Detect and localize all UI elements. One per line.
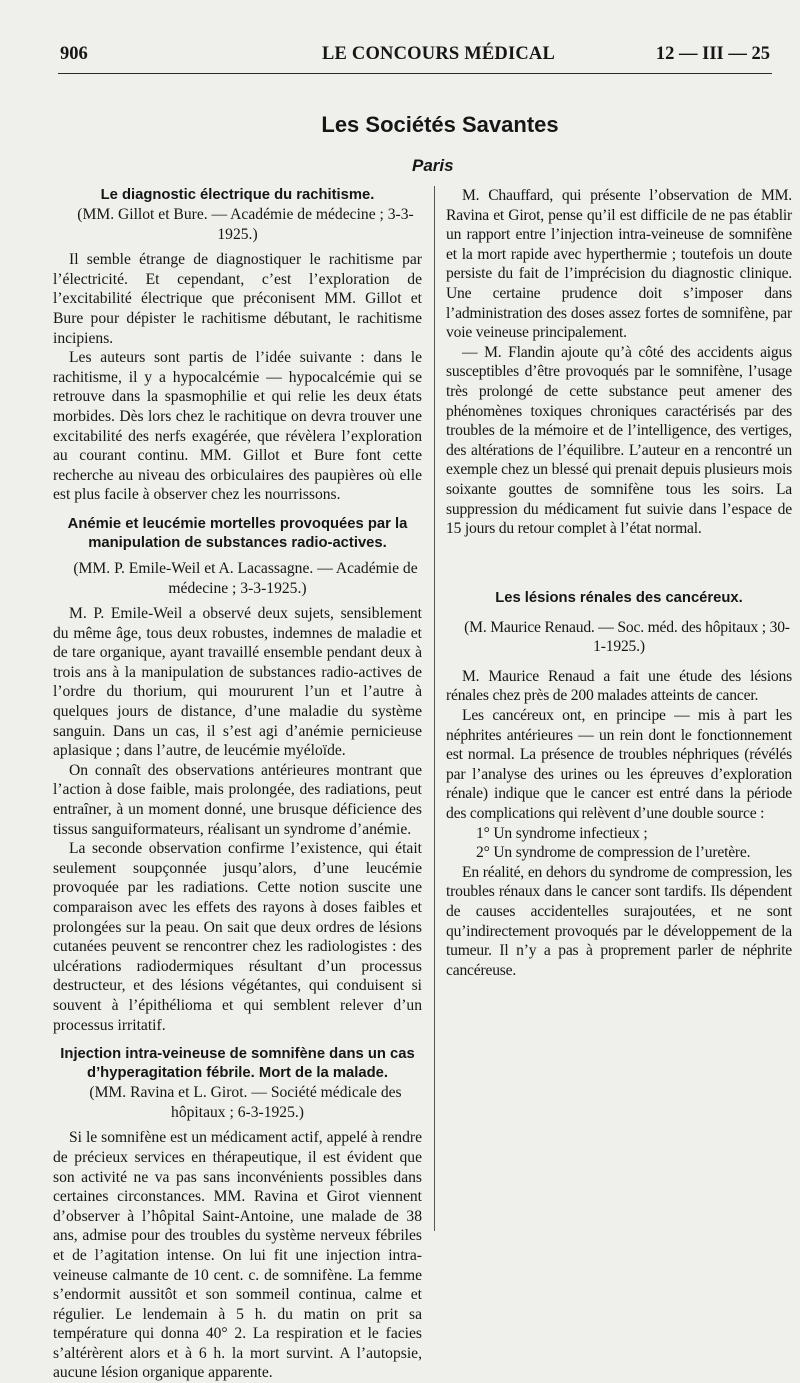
article-title-somnifene: Injection intra-veineuse de somnifène dans un cas d’hyperagitation fébrile. Mort de la malade.: [60, 1046, 415, 1082]
article-title-rachitisme: Le diagnostic électrique du rachitisme.: [100, 187, 375, 203]
article-source: (MM. Ravina et L. Girot. — Société médicale des hôpitaux ; 6-3-1925.): [89, 1084, 402, 1121]
issue-date: 12 — III — 25: [655, 44, 770, 64]
paragraph: Il semble étrange de diagnostiquer le rachitisme par l’électricité. Et cependant, c’est l’exploration de l’excitabilité électrique que préconisent MM. Gillot et Bure pour dépister le rachitisme débutant, le rachitisme incipiens.: [53, 251, 422, 347]
header-rule: [58, 73, 772, 74]
article-title-lesions-renales: Les lésions rénales des cancéreux.: [495, 589, 743, 606]
right-column: [446, 186, 792, 980]
page-number: 906: [60, 44, 88, 64]
paragraph: En réalité, en dehors du syndrome de compression, les troubles rénaux dans le cancer sont tardifs. Ils dépendent de causes accidentelles surajoutées, et ne sont qu’indirectement provoqués par le développement de la tumeur. Il n’y a pas à proprement parler de néphrite cancéreuse.: [446, 863, 792, 979]
paragraph: Les cancéreux ont, en principe — mis à part les néphrites antérieures — un rein dont le fonctionnement est normal. La présence de troubles néphriques (révélés par l’analyse des urines ou les épreuves d’exploration rénale) indique que le cancer est entré dans la période des complications qui relèvent d’une double source :: [446, 707, 792, 823]
journal-name: LE CONCOURS MÉDICAL: [322, 44, 556, 64]
paragraph: M. P. Emile-Weil a observé deux sujets, sensiblement du même âge, tous deux robustes, indemnes de maladie et de tare organique, ayant travaillé ensemble pendant deux à trois ans à la manipulation de substances radio-actives de l’ordre du thorium, qui moururent l’un et l’autre à quelques jours de distance, d’une maladie du système sanguin. Dans un cas, il s’est agi d’anémie pernicieuse aplasique ; dans l’autre, de leucémie myéloïde.: [53, 605, 422, 760]
list-item: 1° Un syndrome infectieux ;: [476, 824, 648, 842]
section-title: Les Sociétés Savantes: [321, 112, 559, 137]
paragraph: La seconde observation confirme l’existence, qui était seulement soupçonnée jusqu’alors, d’une leucémie provoquée par les radiations. Cette notion suscite une comparaison avec les effets des rayons à doses faibles et prolongées sur la peau. On sait que deux ordres de lésions cutanées peuvent se rencontrer chez les radiologistes : des ulcérations radiodermiques résultant d’un processus destructeur, et des lésions végétantes, qui conduisent si souvent à l’épithélioma et qui semblent relever d’un processus irritatif.: [53, 840, 422, 1034]
list-item: 2° Un syndrome de compression de l’uretère.: [476, 844, 751, 862]
paragraph: — M. Flandin ajoute qu’à côté des accidents aigus susceptibles d’être provoqués par le somnifène, l’usage très prolongé de cette substance peut amener des phénomènes toxiques chroniques caractérisés par des troubles de la mémoire et de l’intelligence, des vertiges, des altérations de l’équilibre. L’auteur en a rencontré un exemple chez un blessé qui prenait depuis plusieurs mois soixante gouttes de somnifène tous les soirs. La suppression du médicament fut suivie dans l’espace de 15 jours du retour complet à l’état normal.: [446, 343, 792, 538]
left-column: [53, 186, 422, 1383]
article-title-anemie: Anémie et leucémie mortelles provoquées par la manipulation de substances radio-actives.: [67, 515, 408, 551]
paragraph: Les auteurs sont partis de l’idée suivante : dans le rachitisme, il y a hypocalcémie — hypocalcémie qui se retrouve dans la spasmophilie et qui relie les deux états morbides. Dès lors chez le rachitique on devra trouver une excitabilité des nerfs exagérée, que révèlera l’exploration au courant continu. MM. Gillot et Bure font cette recherche au niveau des orbiculaires des paupières où elle est plus facile à observer chez les nourrissons.: [53, 349, 422, 504]
paragraph: M. Chauffard, qui présente l’observation de MM. Ravina et Girot, pense qu’il est difficile de ne pas établir un rapport entre l’injection intra-veineuse de somnifène et la mort rapide avec hyperthermie ; toutefois un doute persiste du fait de l’imprécision du diagnostic clinique. Une certaine prudence doit s’imposer dans l’administration des doses assez fortes de somnifène, par voie veineuse principalement.: [446, 187, 792, 342]
paragraph: On connaît des observations antérieures montrant que l’action à dose faible, mais prolongée, des radiations, peut entraîner, à un moment donné, une brusque déficience des tissus sanguiformateurs, réalisant un syndrome d’anémie.: [53, 761, 422, 838]
article-source: (M. Maurice Renaud. — Soc. méd. des hôpitaux ; 30-1-1925.): [464, 618, 790, 656]
article-source: (MM. P. Emile-Weil et A. Lacassagne. — Académie de médecine ; 3-3-1925.): [73, 559, 418, 597]
column-divider: [434, 186, 435, 1231]
paragraph: M. Maurice Renaud a fait une étude des lésions rénales chez près de 200 malades atteints de cancer.: [446, 667, 792, 705]
running-header: [60, 44, 770, 74]
article-source: (MM. Gillot et Bure. — Académie de médecine ; 3-3-1925.): [77, 206, 414, 243]
paragraph: Si le somnifène est un médicament actif, appelé à rendre de précieux services en thérapeutique, il est évident que son activité ne va pas sans inconvénients possibles dans certaines circonstances. MM. Ravina et Girot viennent d’observer à l’hôpital Saint-Antoine, une malade de 38 ans, admise pour des troubles du système nerveux fébriles et de l’agitation intense. On lui fit une injection intra-veineuse calmante de 10 cent. c. de somnifène. La femme s’endormit aussitôt et son sommeil continua, calme et régulier. Le lendemain à 5 h. du matin on prit sa température qui donna 40° 2. La respiration et le facies s’altérèrent alors et à 6 h. la mort survint. A l’autopsie, aucune lésion organique apparente.: [53, 1129, 422, 1382]
section-city: Paris: [412, 156, 454, 175]
